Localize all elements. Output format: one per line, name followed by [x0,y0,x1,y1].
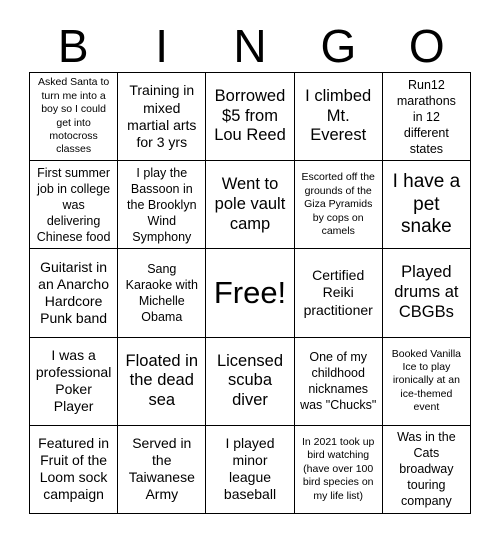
header-letter-g: G [320,20,357,72]
bingo-cell-r4-c5[interactable]: Booked Vanilla Ice to play ironically at an ice-themed event [383,338,471,426]
bingo-cell-r5-c1[interactable]: Featured in Fruit of the Loom sock campaign [30,426,118,514]
bingo-cell-r5-c4[interactable]: In 2021 took up bird watching (have over 100 bird species on my life list) [295,426,383,514]
bingo-cell-r5-c2[interactable]: Served in the Taiwanese Army [118,426,206,514]
free-space-cell[interactable]: Free! [206,249,294,337]
bingo-cell-r2-c2[interactable]: I play the Bassoon in the Brooklyn Wind Symphony [118,161,206,249]
bingo-cell-r3-c5[interactable]: Played drums at CBGBs [383,249,471,337]
bingo-cell-r5-c5[interactable]: Was in the Cats broadway touring company [383,426,471,514]
header-letter-b: B [57,20,89,72]
bingo-header [29,20,471,72]
bingo-cell-r1-c5[interactable]: Run12 marathons in 12 different states [383,73,471,161]
bingo-cell-r1-c1[interactable]: Asked Santa to turn me into a boy so I could get into motocross classes [30,73,118,161]
bingo-cell-r3-c2[interactable]: Sang Karaoke with Michelle Obama [118,249,206,337]
bingo-cell-r3-c4[interactable]: Certified Reiki practitioner [295,249,383,337]
bingo-cell-r4-c1[interactable]: I was a professional Poker Player [30,338,118,426]
bingo-cell-r4-c2[interactable]: Floated in the dead sea [118,338,206,426]
bingo-cell-r5-c3[interactable]: I played minor league baseball [206,426,294,514]
bingo-cell-r4-c4[interactable]: One of my childhood nicknames was "Chucks" [295,338,383,426]
bingo-cell-r2-c3[interactable]: Went to pole vault camp [206,161,294,249]
bingo-cell-r1-c4[interactable]: I climbed Mt. Everest [295,73,383,161]
bingo-cell-r1-c3[interactable]: Borrowed $5 from Lou Reed [206,73,294,161]
bingo-cell-r2-c5[interactable]: I have a pet snake [383,161,471,249]
bingo-cell-r2-c1[interactable]: First summer job in college was delivering Chinese food [30,161,118,249]
bingo-cell-r3-c1[interactable]: Guitarist in an Anarcho Hardcore Punk band [30,249,118,337]
bingo-cell-r1-c2[interactable]: Training in mixed martial arts for 3 yrs [118,73,206,161]
bingo-cell-r4-c3[interactable]: Licensed scuba diver [206,338,294,426]
header-letter-n: N [233,20,267,72]
bingo-board [29,72,471,514]
header-letter-i: I [155,20,168,72]
bingo-cell-r2-c4[interactable]: Escorted off the grounds of the Giza Pyramids by cops on camels [295,161,383,249]
header-letter-o: O [408,20,445,72]
